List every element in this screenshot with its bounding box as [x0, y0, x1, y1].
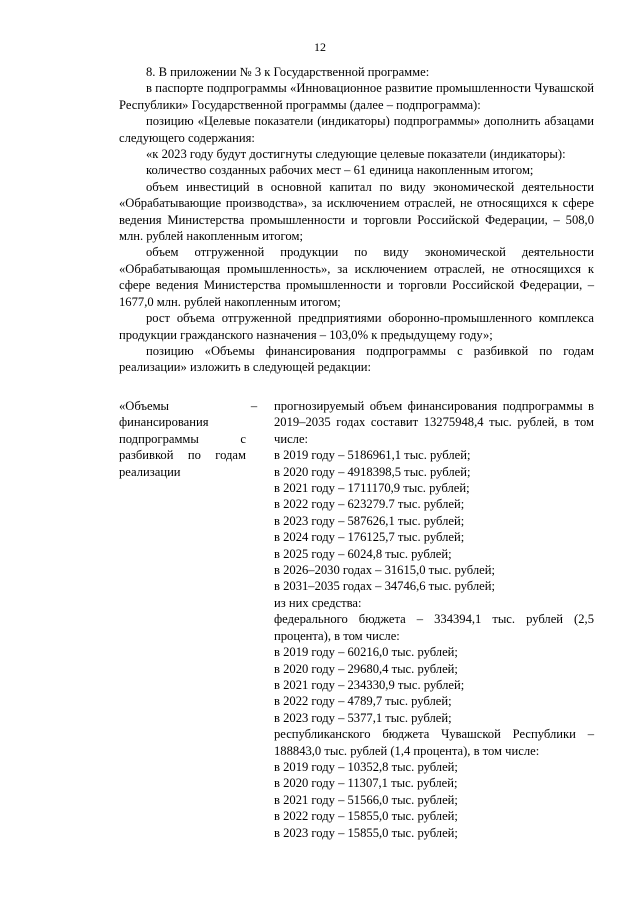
financing-line: в 2026–2030 годах – 31615,0 тыс. рублей;	[274, 563, 495, 578]
financing-line: в 2023 году – 5377,1 тыс. рублей;	[274, 710, 452, 725]
financing-line: в 2019 году – 5186961,1 тыс. рублей;	[274, 448, 471, 463]
financing-line: в 2022 году – 4789,7 тыс. рублей;	[274, 694, 452, 709]
financing-line: в 2023 году – 15855,0 тыс. рублей;	[274, 825, 458, 840]
document-body	[119, 64, 594, 376]
paragraph: объем отгруженной продукции по виду экономической деятельности «Обрабатывающая промышленность», за исключением отраслей, не относящихся к сфере ведения Министерства промышленности и торговли Российской Федерации, – 1677,0 млн. рублей накопленным итогом;	[119, 245, 594, 309]
financing-line: в 2020 году – 11307,1 тыс. рублей;	[274, 776, 458, 791]
financing-line: в 2022 году – 15855,0 тыс. рублей;	[274, 809, 458, 824]
financing-line: в 2031–2035 годах – 34746,6 тыс. рублей;	[274, 579, 495, 594]
financing-label: «Объемы финансирования подпрограммы с разбивкой по годам реализации	[119, 399, 246, 479]
financing-line: федерального бюджета – 334394,1 тыс. рублей (2,5 процента), в том числе:	[274, 612, 594, 643]
paragraph: позицию «Целевые показатели (индикаторы) подпрограммы» дополнить абзацами следующего содержания:	[119, 114, 594, 145]
financing-line: в 2020 году – 4918398,5 тыс. рублей;	[274, 464, 471, 479]
paragraph: «к 2023 году будут достигнуты следующие целевые показатели (индикаторы):	[146, 147, 566, 162]
financing-line: в 2019 году – 60216,0 тыс. рублей;	[274, 645, 458, 660]
financing-line: из них средства:	[274, 595, 362, 610]
financing-line: прогнозируемый объем финансирования подпрограммы в 2019–2035 годах составит 13275948,4 тыс. рублей, в том числе:	[274, 399, 594, 446]
financing-line: в 2019 году – 10352,8 тыс. рублей;	[274, 759, 458, 774]
financing-line: в 2020 году – 29680,4 тыс. рублей;	[274, 661, 458, 676]
financing-line: в 2021 году – 51566,0 тыс. рублей;	[274, 792, 458, 807]
paragraph: 8. В приложении № 3 к Государственной программе:	[146, 65, 430, 79]
paragraph: позицию «Объемы финансирования подпрограммы с разбивкой по годам реализации» изложить в следующей редакции:	[119, 343, 594, 375]
financing-line: в 2023 году – 587626,1 тыс. рублей;	[274, 513, 465, 528]
label-dash: –	[250, 399, 258, 413]
paragraph: объем инвестиций в основной капитал по виду экономической деятельности «Обрабатывающие производства», за исключением отраслей, не относящихся к сфере ведения Министерства промышленности и торговли Российской Федерации, – 508,0 млн. рублей накопленным итогом;	[119, 179, 594, 244]
paragraph: количество созданных рабочих мест – 61 единица накопленным итогом;	[146, 163, 534, 178]
financing-line: в 2025 году – 6024,8 тыс. рублей;	[274, 546, 452, 561]
financing-line: в 2021 году – 234330,9 тыс. рублей;	[274, 677, 465, 692]
financing-row	[119, 398, 594, 841]
financing-line: в 2022 году – 623279.7 тыс. рублей;	[274, 497, 465, 512]
paragraph: рост объема отгруженной предприятиями оборонно-промышленного комплекса продукции гражданского назначения – 103,0% к предыдущему году»;	[119, 311, 594, 342]
financing-line: в 2021 году – 1711170,9 тыс. рублей;	[274, 481, 470, 496]
financing-details	[274, 398, 594, 841]
financing-line: в 2024 году – 176125,7 тыс. рублей;	[274, 530, 465, 545]
financing-line: республиканского бюджета Чувашской Республики – 188843,0 тыс. рублей (1,4 процента), в том числе:	[274, 727, 594, 758]
paragraph: в паспорте подпрограммы «Инновационное развитие промышленности Чувашской Республики» Государственной программы (далее – подпрограмма):	[119, 81, 594, 112]
page-number: 12	[314, 40, 326, 54]
financing-table	[119, 398, 594, 841]
